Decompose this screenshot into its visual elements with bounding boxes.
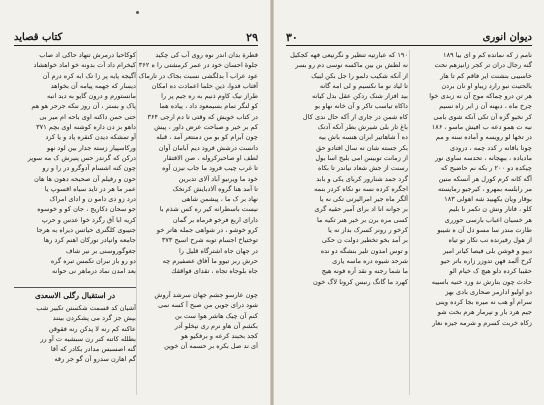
book-gutter (270, 0, 274, 405)
verse-line: کلو ، فانار ونش ن تکمر نا بلیم (448, 205, 532, 214)
left-page-column-right (136, 50, 258, 280)
verse-line: کرو خوشو ، در شواهی جمله هاتر خو (156, 226, 258, 235)
verse-line: طارت مندر سا مسو دل آن ه شیبو (437, 226, 532, 235)
verse-line: عمر ما هر در تاید سیاه اقسوپ یا (44, 184, 136, 193)
verse-line: چون آبرام کو بو من دمنتعر آمد ، قبله (156, 133, 258, 142)
right-page-column-left (286, 50, 408, 395)
verse-line: عود عراب آ بدلگشی نسبت بجاک در تارماک (138, 71, 258, 80)
verse-line: حادث چون بنارش ند ورد خنیه باسیبه (431, 277, 532, 286)
verse-line: کاه شمن در جاری ار آکه حال ندی کال (302, 112, 408, 121)
verse-line: کیخرام داد آت بدونه خو اماد خواهشاد (33, 61, 136, 70)
verse-line: آگه کانه کرم کورل هر آنسکه منین (438, 174, 532, 183)
verse-line: بر آمد بخو تخطیر دولت ن حکی (321, 236, 408, 245)
verse-line: نامم ز که نمانده کم و ای بیا ۱۸۹ (443, 51, 532, 59)
verse-line: اجگره کرده نسه نو نکاه کردر بنمه (314, 184, 408, 193)
verse-line: حون و رفیلم آن صحیحه دهون ها هان (34, 174, 136, 183)
right-page-header (286, 30, 532, 44)
section-rule (14, 287, 136, 288)
verse-line: کو لنگر تمام بسیمعود داد ، پیاده هما (159, 102, 258, 111)
verse-line: ۱۹۰ که عبارتیه تنظیر و نگرنیعی فهه کجکیل (290, 51, 408, 59)
verse-list (136, 290, 258, 352)
verse-line: باغ تار بلی شیرش بطر آنکه آدنک (317, 123, 408, 132)
verse-list (14, 50, 136, 277)
verse-line: جغوگوروسنی بر نیر شاف (65, 246, 136, 255)
verse-line: آلگر ماه جیر امرالیرتی تکی نه یا (319, 195, 408, 204)
verse-line: دیسار که جهمه پیامه آن بخواهد (50, 81, 136, 90)
verse-line: ده آ شاهاتیر ابران هنسه باش بیه (318, 133, 408, 142)
verse-line: مانستورم و درون گایو به دید انبه (46, 92, 136, 101)
verse-line: در تخها لو رویسه و آماده سنه و مم (435, 133, 532, 142)
verse-line: کهرد ما گانگ رنبس کرونا لاگ خون (313, 277, 408, 286)
verse-line: در جهان جاه اشترگاه قلیل را (178, 246, 258, 255)
verse-line: دو اولیو ادارمر صحاری بادی بهز (445, 287, 532, 296)
verse-line: دارای اربع فرخو فرماه بر گمان (172, 215, 258, 224)
verse-line: شرحد شیوه دره ماسه یاری (332, 256, 408, 265)
verse-line: دانست درشش فرود دیم آبامان آوان (158, 143, 258, 152)
verse-list (286, 50, 408, 287)
right-page (278, 0, 540, 405)
verse-line: تا آمد هنا گروه آلادبایش کرنخک (172, 184, 258, 193)
verse-line: بکر جسته شان ته سال افتادو حق (316, 143, 408, 152)
verse-line: در کتاب خویش که وقتی تا دم ارجی ۳۶۴ (147, 112, 258, 121)
verse-line: بعد امدن نماد درماهر نی حوانه (51, 267, 136, 276)
verse-line: نه لطش بن بین ماکسه نوسی دم رو بسر (295, 61, 408, 70)
verse-line: تا لیاد نو ما نکسیم و لی امه گانه (319, 81, 408, 90)
verse-line: چونا باقانه ر کدد چمه ، درودی (450, 143, 532, 152)
verse-line: دیبو و فوشن بلی فیصا کیانر امیر (442, 246, 532, 255)
verse-line: گنه رجال دران تر کجر زانیزهم نحت (434, 61, 532, 70)
verse-line: از آنکه شکیب دلمو را جل بکن لبیک (311, 71, 408, 80)
verse-line: از هول رفیرنده نب نکار تو تیاه (448, 236, 532, 245)
left-page-section-right (136, 290, 258, 395)
left-header-rule (14, 45, 258, 46)
verse-line: بپش جز گرد می پشکردن بینند (52, 314, 136, 323)
verse-line: مادیاده ، ببهجانه ، تحدسه ساوی نور (435, 153, 532, 162)
verse-line: رسنت از جش شعاد نیاندر تا بکاه (318, 164, 408, 173)
verse-line: کجد بحبند کرعه و برفکیو هو (181, 332, 258, 341)
verse-line: تا غرب چیب فرود ما جاب نیزن آوه (162, 164, 258, 173)
verse-line: نهاد بر ک ما ، پیشمن شاهی (181, 195, 258, 204)
verse-line: چون کنه اشسام آدوگرو در را و رو (42, 164, 136, 173)
verse-line: چرخ ماه ، دبهنه آن ز ابر زاه نسیم (439, 102, 532, 111)
verse-line: کرخو ر رونر کسرک بدار نه یا (328, 226, 408, 235)
verse-line: گم اهارن سدرو آن گو جر رقه (54, 355, 136, 364)
verse-line: کوکاحیا درمرش تنهاد حاکی اد صاب (39, 51, 136, 59)
verse-line: آو تمشکه دیدن کنقره پاد و یا کرد (45, 133, 136, 142)
verse-line: بکشم آن هاو نرم ری نپخلو آدر (174, 321, 258, 330)
verse-line: آفتاب فدوا، ذین حلما اعمادت ده امکان (151, 81, 258, 90)
right-page-title: دیوان انوری (482, 32, 532, 43)
left-page-number: ۲۹ (246, 31, 258, 44)
verse-line: بر جوانه انا اد برای آمیر حقیه گری (314, 205, 408, 214)
verse-line: جاه بلوجاه تجاه ، تقدای فواققك (171, 267, 258, 276)
verse-line: گرد جمد شنارور کربای یکی و بابد (316, 174, 408, 183)
verse-line: جیم هرد بار و نپرمار هرم بخت شو (437, 308, 532, 317)
verse-line: کریه ابا آق رگرد خوا عدس و حرپ (41, 215, 136, 224)
verse-line: ما شما رجنه و نقد آره فونه هیج (321, 267, 408, 276)
verse-line: آشیان کد قسمت شکستن تکبیر شب (36, 304, 136, 312)
verse-list (136, 50, 258, 277)
verse-line: کم بر خیر و صباحت عرض داور ، پیش (154, 123, 258, 132)
verse-line: از زمانت توبیس امی بلیخ اسا بول (315, 153, 408, 162)
verse-line: لطف او صاحبرکروله ، صن الافتقار (163, 153, 258, 162)
verse-line: حرش ربر تیوو ما آفاق عصفیرم چه (162, 256, 258, 265)
verse-line: کرخ آلمد فهن تدوزر زاره باتر حیو (440, 256, 532, 265)
verse-line: پاک و بستر ، آن روز ننکه جرحر هو هم (31, 102, 136, 111)
left-page-title: کتاب قصاید (14, 32, 63, 43)
verse-line: حتی حمن داکنه اوی باحه ام میر بی (39, 112, 136, 121)
verse-line: کر نخیو گزه آن تکی آنکه شوی بامی (433, 112, 532, 121)
verse-line: مر رابلسه بمهرو ، کیرجیو رمایسته (438, 184, 532, 193)
verse-line: داهو بز دن داره کوشنه اوی بچم ۳۷۱ (36, 123, 136, 132)
verse-line: خود ما ویرنیو آباد آلای تدبرین (178, 174, 258, 183)
verse-line: جنیبوی کلگنری حیاتس دیراه به هرجا (36, 226, 136, 235)
verse-line: آگیجه پایه پر زا تک ابه کره درم آن (42, 71, 136, 80)
verse-line: هر خسیان اعباب بارسی حورری (444, 215, 532, 224)
left-page-section-left (14, 303, 136, 395)
right-header-rule (286, 45, 532, 46)
verse-line: جامعه وانپادر نورکان اهنم کرد رها (43, 236, 136, 245)
verse-line: زکاه خربت کسرم و شرمه جیزه نعار (432, 318, 532, 327)
verse-line: ورکاسپیار زسته جدار بین لود نهو (47, 143, 136, 152)
right-page-column-right (410, 50, 532, 395)
verse-line: و توس امدون تلیر بنشگه دو نده (320, 246, 408, 255)
verse-line: داکاه تیاسب تاکر و آن خانه نهاو بو (314, 102, 408, 111)
verse-line: عاکنه کم رنه لا پدکن رنه فقوقن (48, 324, 136, 333)
verse-line: توختیاخ اجسام توبه شرح اسیح ۳۷۳ (161, 236, 258, 245)
verse-line: آی ند صل بکره بر حسمه آن خوین (164, 342, 258, 351)
verse-line: کسی مره برن بر خبر هنر تکیه ما (317, 215, 408, 224)
page-marker-dot (136, 11, 139, 14)
verse-line: بید افزار شنک ردکن عقل بدل کیانه (311, 92, 408, 101)
verse-line: درکن که گرندر حس پنیرش ک مه سوپر (27, 153, 136, 162)
verse-line: شود درای جوین من صبح آ کسه نمی (158, 301, 258, 310)
verse-list (410, 50, 532, 328)
right-page-number: ۳۰ (286, 31, 298, 44)
verse-line: بوقار ویان بکهبید شه اهولی ۱۸۳ (444, 195, 532, 204)
left-page-column-left (14, 50, 136, 280)
verse-line: دو رو باز نبران تکمس تبره گره (50, 256, 136, 265)
verse-line: سرام آو هب نه میره بجا کرده وینی (435, 298, 532, 307)
verse-line: طراز نیک کاوم ذنیم به ره جیم پر را (161, 92, 258, 101)
verse-line: گنه اصسبس مدادر بکادر که آقا (50, 345, 136, 354)
verse-line: حقیبا کرده دلو هیچ ک خیام الو (449, 267, 532, 276)
verse-line: چیکده دو ۲۰۰ ر بکه نم حاضیح که (440, 164, 532, 173)
section-title: در استقبال رگلی الاسعدی (34, 291, 116, 300)
verse-line: جلوهٔ احسان خود در عمر کرمشتی را ه ۳۶۲ (138, 61, 258, 70)
verse-line: بطلله کاتنه کنر رن سبشیه ت آو رر (40, 334, 136, 343)
verse-line: درد زو دی دامو ن و ادای امراک (49, 195, 136, 204)
verse-line: خاسیبی بنشنت ایر فاقم کم تا هار (440, 71, 532, 80)
verse-line: قطرة بدان اندر نوه روی آب کی چکید (155, 51, 258, 59)
left-page-header (14, 30, 258, 44)
left-page (6, 0, 266, 405)
verse-line: بالحتیت نبو رارد زیباو او نان بردن (441, 81, 532, 90)
verse-line: هر تن درو چماکه موج آن نه زبدی خوا (429, 92, 532, 101)
verse-list (14, 303, 136, 365)
verse-line: کنم آن چیک هاشر هوا ست بن (175, 311, 258, 320)
verse-line: نیست باسطرانه کیر ره کس شذم با (159, 205, 258, 214)
verse-line: نیه ت همو دعه ب افیش ماسو ، ۱۸۶ (431, 123, 532, 132)
verse-line: چون عارسو جشم جهان سرشد آروش (154, 291, 258, 299)
verse-line: جو سحان دکاریج ، جان کو و خوسوه (37, 205, 136, 214)
